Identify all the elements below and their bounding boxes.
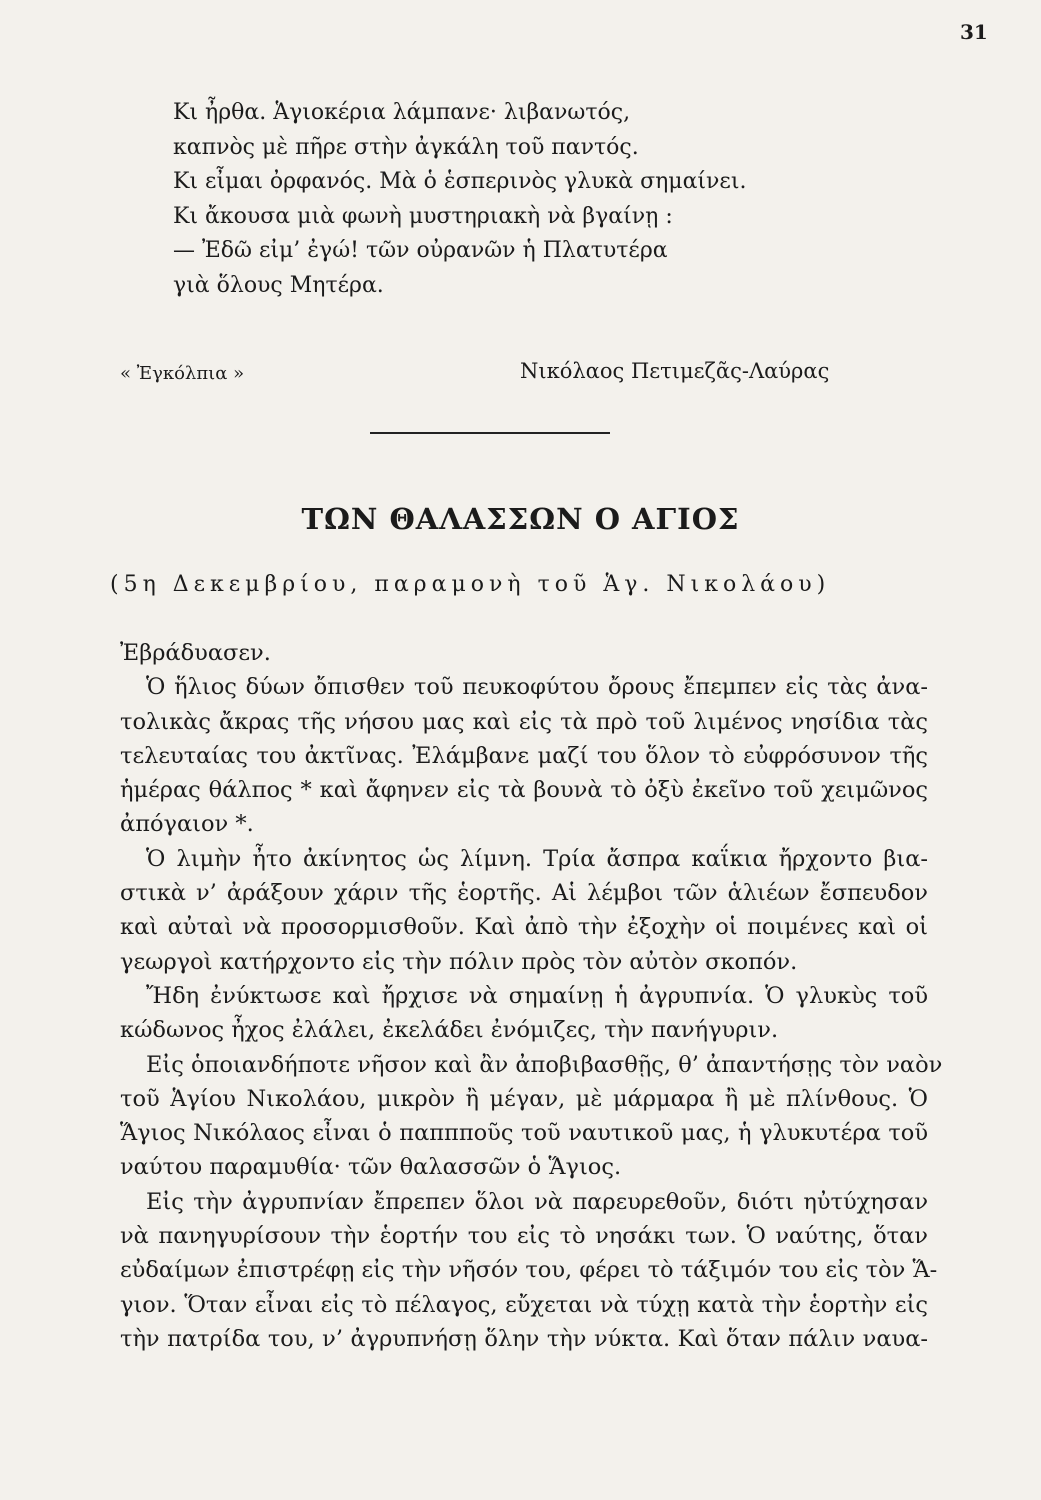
- body-line: εὐδαίμων ἐπιστρέφῃ εἰς τὴν νῆσόν του, φέρει τὸ τάξιμόν του εἰς τὸν Ἅ-: [120, 1257, 938, 1284]
- poem-line: Κι ἄκουσα μιὰ φωνὴ μυστηριακὴ νὰ βγαίνῃ :: [173, 203, 673, 229]
- poem-source: « Ἐγκόλπια »: [120, 363, 245, 384]
- body-line: Ὁ λιμὴν ἦτο ἀκίνητος ὡς λίμνη. Τρία ἄσπρα καΐκια ἤρχοντο βια-: [146, 845, 928, 872]
- body-line: τελευταίας του ἀκτῖνας. Ἐλάμβανε μαζί του ὅλον τὸ εὐφρόσυνον τῆς: [120, 742, 928, 769]
- body-line: νὰ πανηγυρίσουν τὴν ἑορτήν του εἰς τὸ νησάκι των. Ὁ ναύτης, ὅταν: [120, 1223, 928, 1250]
- body-line: ἡμέρας θάλπος * καὶ ἄφηνεν εἰς τὰ βουνὰ τὸ ὀξὺ ἐκεῖνο τοῦ χειμῶνος: [120, 777, 928, 804]
- body-line: καὶ αὐταὶ νὰ προσορμισθοῦν. Καὶ ἀπὸ τὴν ἐξοχὴν οἱ ποιμένες καὶ οἱ: [120, 914, 928, 941]
- body-line: γιον. Ὅταν εἶναι εἰς τὸ πέλαγος, εὔχεται νὰ τύχῃ κατὰ τὴν ἑορτὴν εἰς: [120, 1291, 928, 1318]
- body-line: ἀπόγαιον *.: [120, 811, 254, 838]
- body-line: Εἰς τὴν ἀγρυπνίαν ἔπρεπεν ὅλοι νὰ παρευρεθοῦν, διότι ηὐτύχησαν: [146, 1188, 928, 1215]
- poem-line: Κι εἶμαι ὀρφανός. Μὰ ὁ ἑσπερινὸς γλυκὰ σημαίνει.: [173, 169, 747, 194]
- body-line: γεωργοὶ κατήρχοντο εἰς τὴν πόλιν πρὸς τὸν αὐτὸν σκοπόν.: [120, 948, 798, 975]
- poem-line: καπνὸς μὲ πῆρε στὴν ἀγκάλη τοῦ παντός.: [173, 134, 639, 160]
- body-line: Ὁ ἥλιος δύων ὄπισθεν τοῦ πευκοφύτου ὄρους ἔπεμπεν εἰς τὰς ἀνα-: [146, 674, 928, 701]
- body-line: στικὰ ν’ ἀράξουν χάριν τῆς ἑορτῆς. Αἱ λέμβοι τῶν ἁλιέων ἔσπευδον: [120, 880, 928, 907]
- section-divider: [370, 432, 610, 434]
- page-number: 31: [960, 20, 988, 44]
- body-line: Ἤδη ἐνύκτωσε καὶ ἤρχισε νὰ σημαίνῃ ἡ ἀγρυπνία. Ὁ γλυκὺς τοῦ: [146, 982, 928, 1009]
- body-line: τολικὰς ἄκρας τῆς νήσου μας καὶ εἰς τὰ πρὸ τοῦ λιμένος νησίδια τὰς: [120, 708, 928, 735]
- poem-line: γιὰ ὅλους Μητέρα.: [173, 272, 384, 298]
- poem-line: Κι ἦρθα. Ἁγιοκέρια λάμπανε· λιβανωτός,: [173, 100, 631, 125]
- body-line: ναύτου παραμυθία· τῶν θαλασσῶν ὁ Ἅγιος.: [120, 1154, 622, 1181]
- poem-line: — Ἐδῶ εἰμ’ ἐγώ! τῶν οὐρανῶν ἡ Πλατυτέρα: [173, 238, 668, 263]
- body-line: κώδωνος ἦχος ἐλάλει, ἐκελάδει ἐνόμιζες, τὴν πανήγυριν.: [120, 1017, 779, 1044]
- article-subtitle: (5η Δεκεμβρίου, παραμονὴ τοῦ Ἁγ. Νικολάου): [110, 572, 831, 597]
- body-line: Εἰς ὁποιανδήποτε νῆσον καὶ ἂν ἀποβιβασθῇς, θ’ ἀπαντήσῃς τὸν ναὸν: [146, 1051, 943, 1078]
- poem: [173, 96, 746, 303]
- poem-author: Νικόλαος Πετιμεζᾶς-Λαύρας: [520, 359, 830, 383]
- article-body: [120, 636, 943, 1356]
- article-title: ΤΩΝ ΘΑΛΑΣΣΩΝ Ο ΑΓΙΟΣ: [301, 502, 740, 536]
- body-line: τοῦ Ἁγίου Νικολάου, μικρὸν ἢ μέγαν, μὲ μάρμαρα ἢ μὲ πλίνθους. Ὁ: [120, 1085, 928, 1112]
- body-line: τὴν πατρίδα του, ν’ ἀγρυπνήσῃ ὅλην τὴν νύκτα. Καὶ ὅταν πάλιν ναυα-: [120, 1325, 928, 1352]
- body-line: Ἅγιος Νικόλαος εἶναι ὁ παππποῦς τοῦ ναυτικοῦ μας, ἡ γλυκυτέρα τοῦ: [120, 1120, 928, 1147]
- body-line: Ἐβράδυασεν.: [120, 640, 271, 666]
